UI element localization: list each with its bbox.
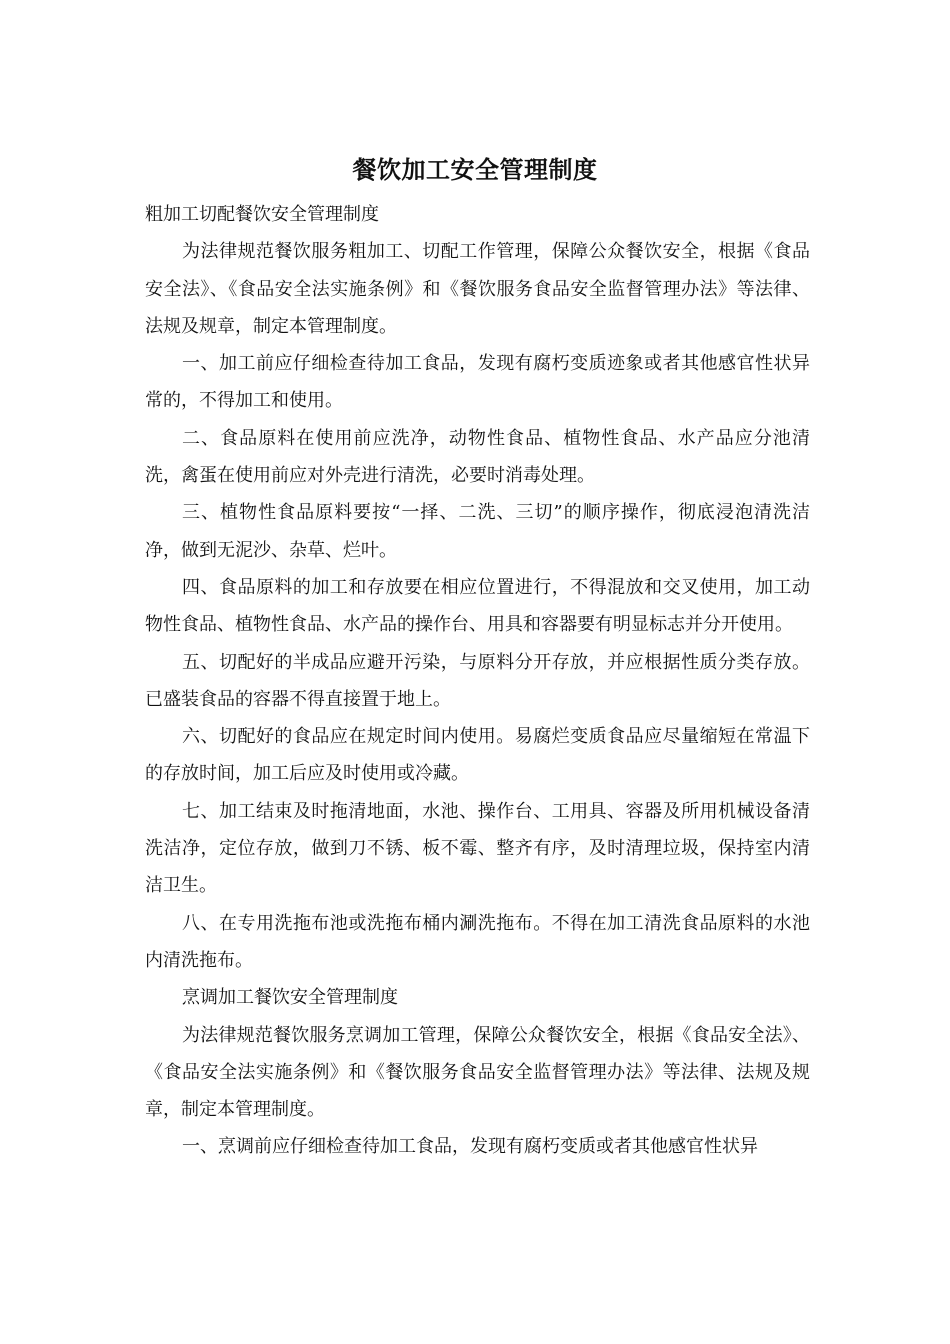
paragraph-rule-5: 五、切配好的半成品应避开污染，与原料分开存放，并应根据性质分类存放。已盛装食品的容器不得直接置于地上。: [145, 651, 810, 710]
paragraph-rule-6: 六、切配好的食品应在规定时间内使用。易腐烂变质食品应尽量缩短在常温下的存放时间，加工后应及时使用或冷藏。: [145, 726, 810, 785]
paragraph-rule-3: 三、植物性食品原料要按“一择、二洗、三切”的顺序操作，彻底浸泡清洗洁净，做到无泥沙、杂草、烂叶。: [145, 502, 810, 561]
document-body: [145, 196, 810, 1166]
document-title: 餐饮加工安全管理制度: [352, 155, 598, 184]
paragraph-rule-2: 二、食品原料在使用前应洗净，动物性食品、植物性食品、水产品应分池清洗，禽蛋在使用前应对外壳进行清洗，必要时消毒处理。: [145, 427, 810, 487]
paragraph-rule-8: 八、在专用洗拖布池或洗拖布桶内涮洗拖布。不得在加工清洗食品原料的水池内清洗拖布。: [145, 912, 810, 971]
paragraph-intro-cooking: 为法律规范餐饮服务烹调加工管理，保障公众餐饮安全，根据《食品安全法》、《食品安全法实施条例》和《餐饮服务食品安全监督管理办法》等法律、法规及规章，制定本管理制度。: [145, 1024, 810, 1121]
paragraph-cooking-rule-1: 一、烹调前应仔细检查待加工食品，发现有腐朽变质或者其他感官性状异: [182, 1136, 758, 1158]
paragraph-rule-4: 四、食品原料的加工和存放要在相应位置进行，不得混放和交叉使用，加工动物性食品、植物性食品、水产品的操作台、用具和容器要有明显标志并分开使用。: [145, 576, 810, 636]
paragraph-rule-7: 七、加工结束及时拖清地面，水池、操作台、工用具、容器及所用机械设备清洗洁净，定位存放，做到刀不锈、板不霉、整齐有序，及时清理垃圾，保持室内清洁卫生。: [145, 800, 810, 897]
paragraph-intro-rough-processing: 为法律规范餐饮服务粗加工、切配工作管理，保障公众餐饮安全，根据《食品安全法》、《食品安全法实施条例》和《餐饮服务食品安全监督管理办法》等法律、法规及规章，制定本管理制度。: [145, 241, 810, 337]
section-heading-rough-processing: 粗加工切配餐饮安全管理制度: [145, 204, 379, 225]
paragraph-rule-1: 一、加工前应仔细检查待加工食品，发现有腐朽变质迹象或者其他感官性状异常的，不得加工和使用。: [145, 353, 810, 412]
section-heading-cooking: 烹调加工餐饮安全管理制度: [182, 987, 398, 1009]
